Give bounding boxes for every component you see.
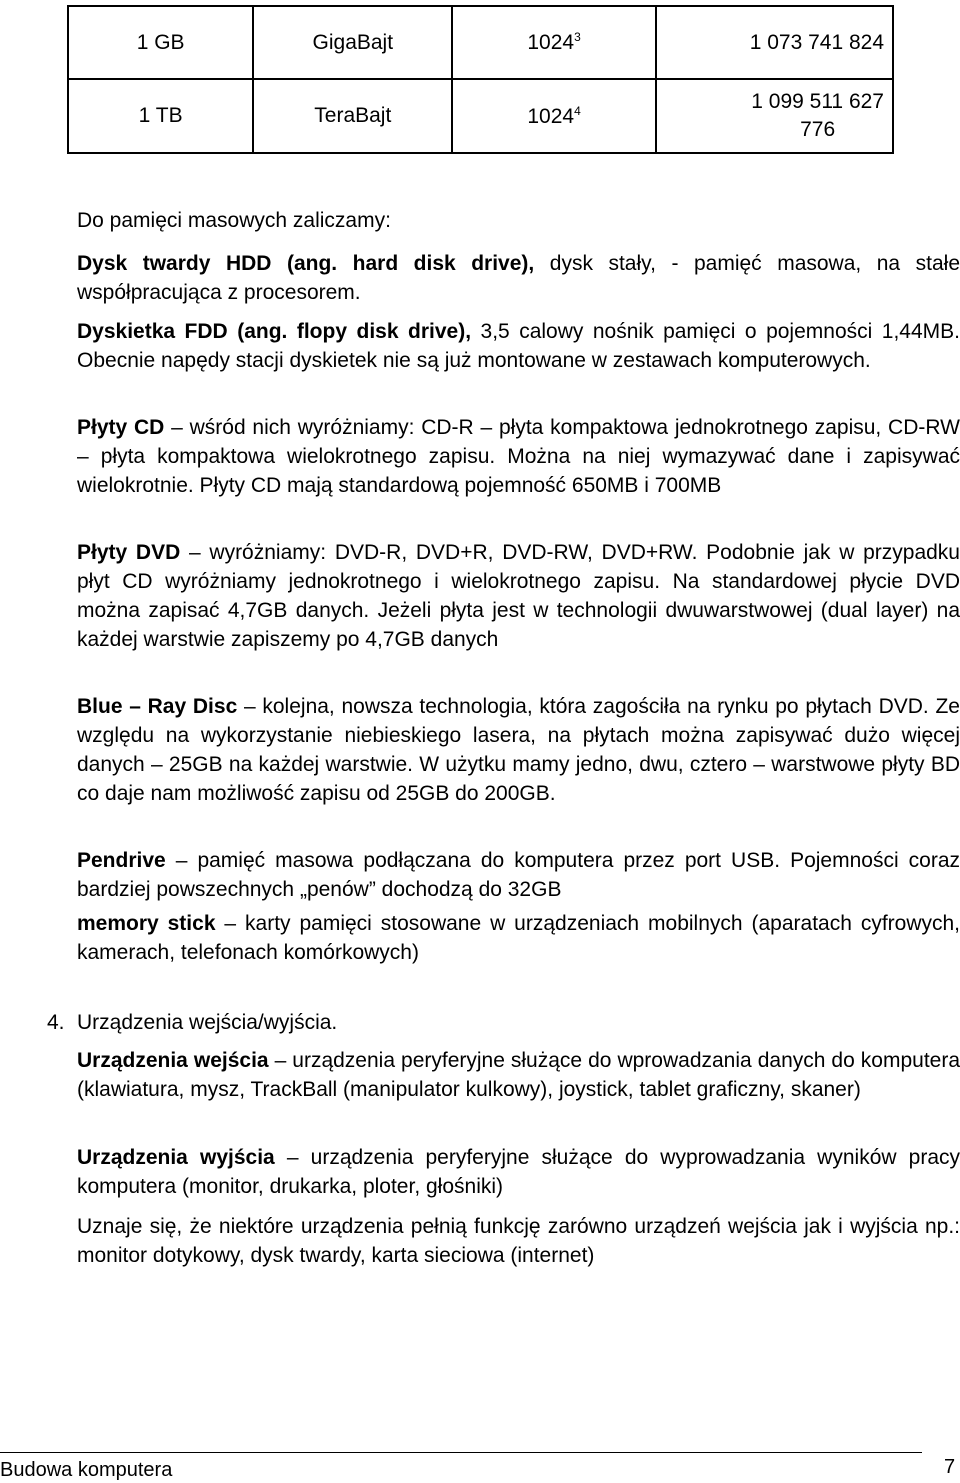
- power-cell: 1024$^3$: [452, 6, 656, 79]
- table-row: [68, 6, 893, 79]
- unit-name-cell: TeraBajt: [253, 79, 452, 153]
- unit-name-cell: GigaBajt: [253, 6, 452, 79]
- paragraph-io-devices: Uznaje się, że niektóre urządzenia pełnią funkcję zarówno urządzeń wejścia jak i wyjścia np.: monitor dotykowy, dysk twardy, karta sieciowa (internet): [77, 1215, 960, 1267]
- unit-cell: 1 GB: [68, 6, 253, 79]
- paragraph-pendrive: Pendrive – pamięć masowa podłączana do komputera przez port USB. Pojemności coraz bardziej powszechnych „penów” dochodzą do 32GB: [77, 849, 960, 901]
- paragraph-memory-stick: memory stick – karty pamięci stosowane w urządzeniach mobilnych (aparatach cyfrowych, kamerach, telefonach komórkowych): [77, 912, 960, 964]
- paragraph-hdd: Dysk twardy HDD (ang. hard disk drive), dysk stały, - pamięć masowa, na stałe współpracująca z procesorem.: [77, 252, 960, 304]
- section-title: Urządzenia wejścia/wyjścia.: [77, 1011, 338, 1034]
- footer-divider: [0, 1452, 922, 1453]
- power-cell: 1024$^4$: [452, 79, 656, 153]
- bytes-cell: 1 099 511 627 776: [656, 79, 893, 153]
- paragraph-bluray: Blue – Ray Disc – kolejna, nowsza technologia, która zagościła na rynku po płytach DVD. Ze względu na wykorzystanie niebieskiego lasera, na płytach można zapisywać dużo więcej danych – 25GB na każdej warstwie. W użytku mamy jedno, dwu, cztero – warstwowe płyty BD co daje nam możliwość zapisu od 25GB do 200GB.: [77, 695, 960, 805]
- unit-cell: 1 TB: [68, 79, 253, 153]
- mass-storage-intro: Do pamięci masowych zaliczamy:: [77, 209, 391, 232]
- table-row: [68, 79, 893, 153]
- bytes-cell: 1 073 741 824: [656, 6, 893, 79]
- section-number: 4.: [47, 1011, 65, 1034]
- paragraph-fdd: Dyskietka FDD (ang. flopy disk drive), 3,5 calowy nośnik pamięci o pojemności 1,44MB. Obecnie napędy stacji dyskietek nie są już montowane w zestawach komputerowych.: [77, 320, 960, 372]
- paragraph-output-devices: Urządzenia wyjścia – urządzenia peryferyjne służące do wyprowadzania wyników pracy komputera (monitor, drukarka, ploter, głośniki): [77, 1146, 960, 1198]
- paragraph-input-devices: Urządzenia wejścia – urządzenia peryferyjne służące do wprowadzania danych do komputera (klawiatura, mysz, TrackBall (manipulator kulkowy), joystick, tablet graficzny, skaner): [77, 1049, 960, 1101]
- paragraph-dvd: Płyty DVD – wyróżniamy: DVD-R, DVD+R, DVD-RW, DVD+RW. Podobnie jak w przypadku płyt CD wyróżniamy jednokrotnego i wielokrotnego zapisu. Na standardowej płycie DVD można zapisać 4,7GB danych. Jeżeli płyta jest w technologii dwuwarstwowej (dual layer) na każdej warstwie zapiszemy po 4,7GB danych: [77, 541, 960, 651]
- units-table: [67, 5, 894, 154]
- paragraph-cd: Płyty CD – wśród nich wyróżniamy: CD-R – płyta kompaktowa jednokrotnego zapisu, CD-RW – płyta kompaktowa wielokrotnego zapisu. Można na niej wymazywać dane i zapisywać wielokrotnie. Płyty CD mają standardową pojemność 650MB i 700MB: [77, 416, 960, 497]
- page-number: 7: [944, 1456, 956, 1478]
- footer-title: Budowa komputera: [0, 1459, 173, 1481]
